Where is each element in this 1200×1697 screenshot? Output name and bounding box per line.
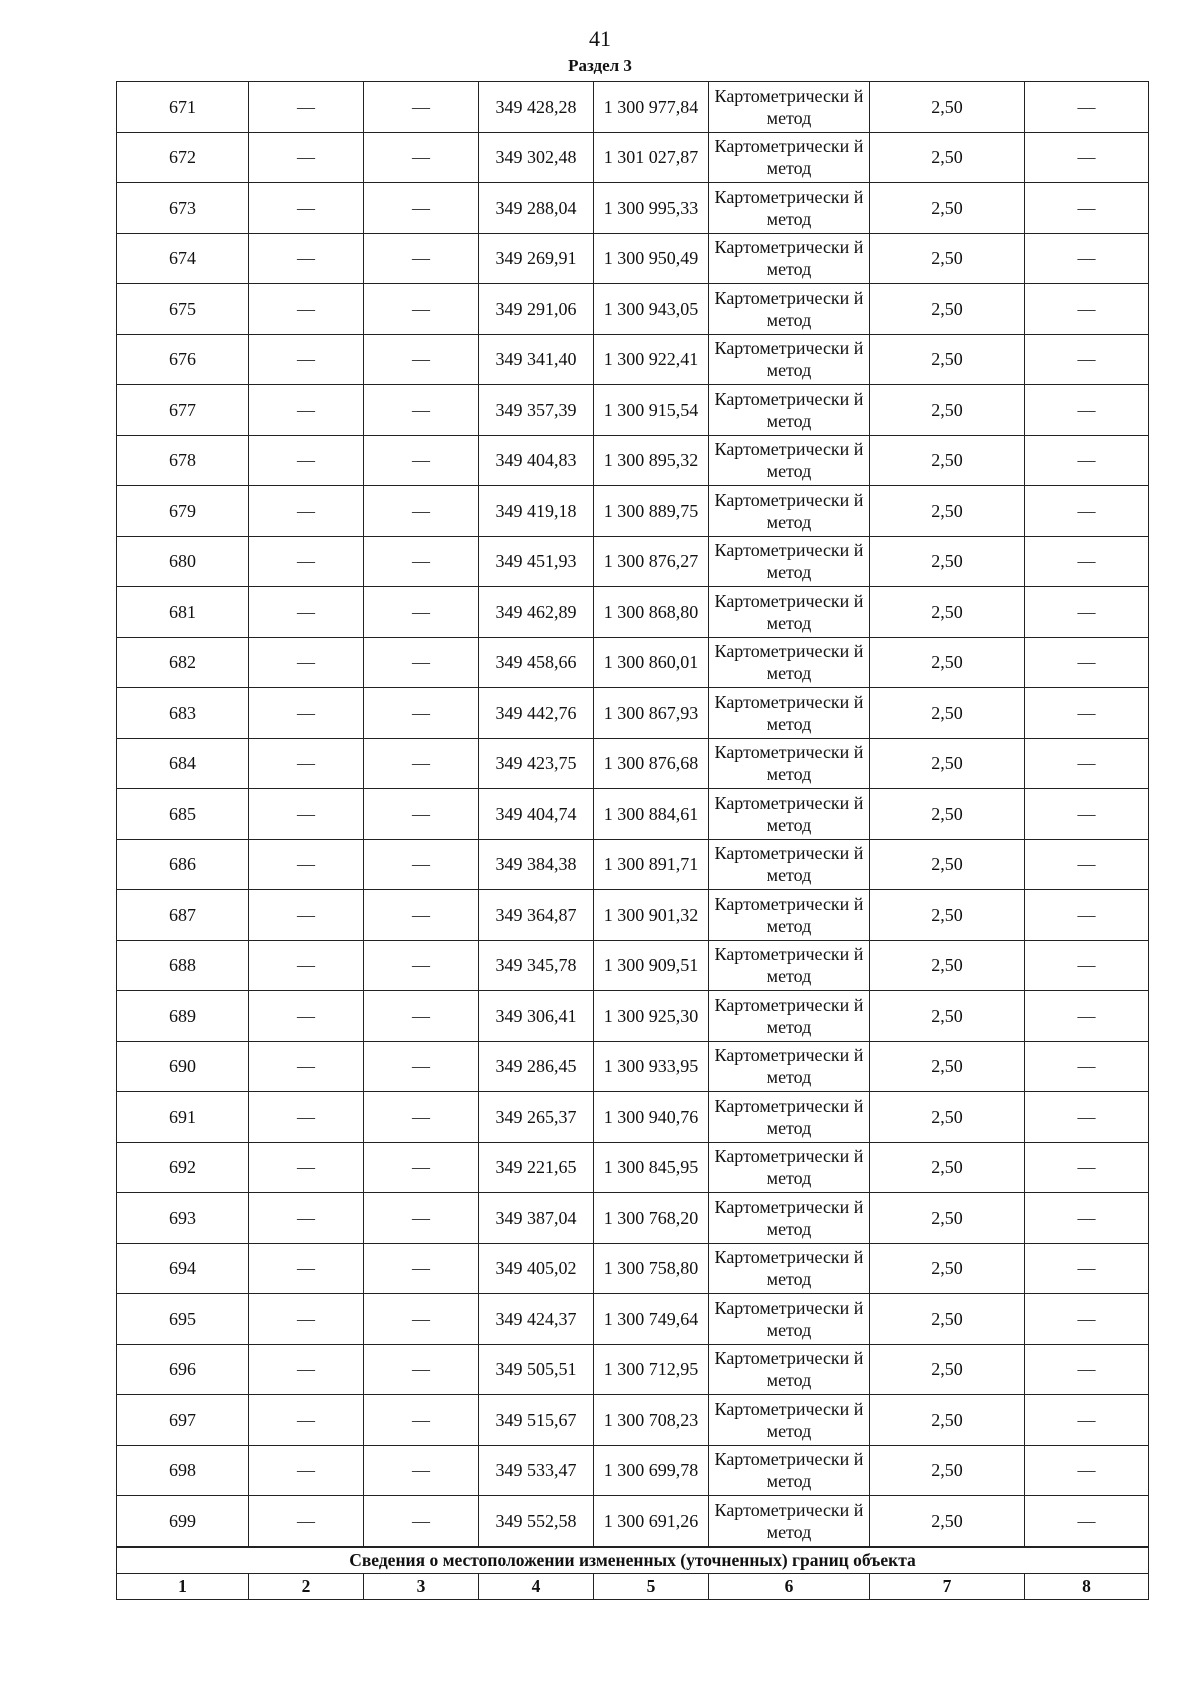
table-row xyxy=(117,435,1149,486)
point-number-cell: 682 xyxy=(117,637,249,688)
dash-cell: — xyxy=(364,1294,479,1345)
point-number-cell: 683 xyxy=(117,688,249,739)
coordinate-y-cell: 1 300 708,23 xyxy=(594,1395,709,1446)
accuracy-cell: 2,50 xyxy=(870,1092,1025,1143)
point-number-cell: 697 xyxy=(117,1395,249,1446)
table-row xyxy=(117,1496,1149,1547)
dash-cell: — xyxy=(364,82,479,133)
table-row xyxy=(117,1092,1149,1143)
dash-cell: — xyxy=(249,435,364,486)
accuracy-cell: 2,50 xyxy=(870,991,1025,1042)
point-number-cell: 680 xyxy=(117,536,249,587)
table-row xyxy=(117,587,1149,638)
dash-cell: — xyxy=(1025,1041,1149,1092)
point-number-cell: 698 xyxy=(117,1445,249,1496)
accuracy-cell: 2,50 xyxy=(870,890,1025,941)
accuracy-cell: 2,50 xyxy=(870,1496,1025,1547)
section-title: Раздел 3 xyxy=(568,56,632,75)
table-row xyxy=(117,284,1149,335)
dash-cell: — xyxy=(364,940,479,991)
dash-cell: — xyxy=(249,688,364,739)
table-row xyxy=(117,1041,1149,1092)
coordinate-y-cell: 1 300 845,95 xyxy=(594,1142,709,1193)
coordinate-x-cell: 349 458,66 xyxy=(479,637,594,688)
accuracy-cell: 2,50 xyxy=(870,789,1025,840)
dash-cell: — xyxy=(1025,587,1149,638)
method-cell: Картометрически й метод xyxy=(709,688,870,739)
dash-cell: — xyxy=(1025,536,1149,587)
method-cell: Картометрически й метод xyxy=(709,1395,870,1446)
accuracy-cell: 2,50 xyxy=(870,536,1025,587)
table-row xyxy=(117,82,1149,133)
dash-cell: — xyxy=(364,1243,479,1294)
table-row xyxy=(117,385,1149,436)
column-number: 5 xyxy=(594,1573,709,1599)
column-number-row xyxy=(117,1573,1149,1599)
dash-cell: — xyxy=(1025,435,1149,486)
table-row xyxy=(117,890,1149,941)
method-cell: Картометрически й метод xyxy=(709,587,870,638)
method-cell: Картометрически й метод xyxy=(709,1344,870,1395)
method-cell: Картометрически й метод xyxy=(709,1496,870,1547)
coordinate-y-cell: 1 300 884,61 xyxy=(594,789,709,840)
dash-cell: — xyxy=(364,1142,479,1193)
method-cell: Картометрически й метод xyxy=(709,738,870,789)
method-cell: Картометрически й метод xyxy=(709,334,870,385)
table-row xyxy=(117,486,1149,537)
coordinate-x-cell: 349 424,37 xyxy=(479,1294,594,1345)
dash-cell: — xyxy=(1025,890,1149,941)
accuracy-cell: 2,50 xyxy=(870,1294,1025,1345)
coordinate-y-cell: 1 300 943,05 xyxy=(594,284,709,335)
coordinate-x-cell: 349 345,78 xyxy=(479,940,594,991)
method-cell: Картометрически й метод xyxy=(709,536,870,587)
coordinate-x-cell: 349 442,76 xyxy=(479,688,594,739)
table-row xyxy=(117,183,1149,234)
accuracy-cell: 2,50 xyxy=(870,435,1025,486)
accuracy-cell: 2,50 xyxy=(870,940,1025,991)
table-row xyxy=(117,132,1149,183)
coordinate-y-cell: 1 301 027,87 xyxy=(594,132,709,183)
dash-cell: — xyxy=(1025,1445,1149,1496)
accuracy-cell: 2,50 xyxy=(870,839,1025,890)
point-number-cell: 688 xyxy=(117,940,249,991)
table-body xyxy=(117,82,1149,1600)
dash-cell: — xyxy=(249,637,364,688)
table-row xyxy=(117,789,1149,840)
coordinate-y-cell: 1 300 891,71 xyxy=(594,839,709,890)
point-number-cell: 694 xyxy=(117,1243,249,1294)
dash-cell: — xyxy=(1025,991,1149,1042)
dash-cell: — xyxy=(249,1193,364,1244)
accuracy-cell: 2,50 xyxy=(870,688,1025,739)
coordinate-y-cell: 1 300 995,33 xyxy=(594,183,709,234)
accuracy-cell: 2,50 xyxy=(870,233,1025,284)
coordinate-x-cell: 349 286,45 xyxy=(479,1041,594,1092)
accuracy-cell: 2,50 xyxy=(870,738,1025,789)
table-row xyxy=(117,1193,1149,1244)
accuracy-cell: 2,50 xyxy=(870,132,1025,183)
coordinate-x-cell: 349 387,04 xyxy=(479,1193,594,1244)
coordinate-y-cell: 1 300 925,30 xyxy=(594,991,709,1042)
coordinate-y-cell: 1 300 889,75 xyxy=(594,486,709,537)
point-number-cell: 690 xyxy=(117,1041,249,1092)
page-number: 41 xyxy=(589,26,611,51)
dash-cell: — xyxy=(364,1395,479,1446)
accuracy-cell: 2,50 xyxy=(870,183,1025,234)
point-number-cell: 696 xyxy=(117,1344,249,1395)
accuracy-cell: 2,50 xyxy=(870,1041,1025,1092)
dash-cell: — xyxy=(249,1041,364,1092)
dash-cell: — xyxy=(1025,486,1149,537)
method-cell: Картометрически й метод xyxy=(709,940,870,991)
point-number-cell: 674 xyxy=(117,233,249,284)
dash-cell: — xyxy=(364,334,479,385)
point-number-cell: 672 xyxy=(117,132,249,183)
column-number: 6 xyxy=(709,1573,870,1599)
table-row xyxy=(117,233,1149,284)
dash-cell: — xyxy=(249,1142,364,1193)
dash-cell: — xyxy=(1025,1344,1149,1395)
dash-cell: — xyxy=(249,284,364,335)
method-cell: Картометрически й метод xyxy=(709,1041,870,1092)
dash-cell: — xyxy=(1025,183,1149,234)
method-cell: Картометрически й метод xyxy=(709,183,870,234)
point-number-cell: 678 xyxy=(117,435,249,486)
dash-cell: — xyxy=(364,183,479,234)
coordinate-y-cell: 1 300 768,20 xyxy=(594,1193,709,1244)
method-cell: Картометрически й метод xyxy=(709,991,870,1042)
coordinate-y-cell: 1 300 691,26 xyxy=(594,1496,709,1547)
point-number-cell: 671 xyxy=(117,82,249,133)
dash-cell: — xyxy=(1025,1092,1149,1143)
dash-cell: — xyxy=(249,991,364,1042)
method-cell: Картометрически й метод xyxy=(709,132,870,183)
accuracy-cell: 2,50 xyxy=(870,1395,1025,1446)
coordinate-x-cell: 349 404,83 xyxy=(479,435,594,486)
dash-cell: — xyxy=(364,385,479,436)
dash-cell: — xyxy=(249,82,364,133)
table-row xyxy=(117,1243,1149,1294)
accuracy-cell: 2,50 xyxy=(870,82,1025,133)
point-number-cell: 684 xyxy=(117,738,249,789)
dash-cell: — xyxy=(364,1344,479,1395)
dash-cell: — xyxy=(249,132,364,183)
point-number-cell: 676 xyxy=(117,334,249,385)
dash-cell: — xyxy=(249,1445,364,1496)
accuracy-cell: 2,50 xyxy=(870,1243,1025,1294)
dash-cell: — xyxy=(364,637,479,688)
coordinate-y-cell: 1 300 749,64 xyxy=(594,1294,709,1345)
coordinate-y-cell: 1 300 758,80 xyxy=(594,1243,709,1294)
dash-cell: — xyxy=(364,1092,479,1143)
point-number-cell: 677 xyxy=(117,385,249,436)
coordinate-x-cell: 349 462,89 xyxy=(479,587,594,638)
point-number-cell: 695 xyxy=(117,1294,249,1345)
coordinate-y-cell: 1 300 876,27 xyxy=(594,536,709,587)
dash-cell: — xyxy=(364,1496,479,1547)
dash-cell: — xyxy=(1025,1294,1149,1345)
coordinate-x-cell: 349 552,58 xyxy=(479,1496,594,1547)
dash-cell: — xyxy=(364,1445,479,1496)
dash-cell: — xyxy=(249,1496,364,1547)
dash-cell: — xyxy=(364,688,479,739)
point-number-cell: 675 xyxy=(117,284,249,335)
method-cell: Картометрически й метод xyxy=(709,1445,870,1496)
coordinate-y-cell: 1 300 950,49 xyxy=(594,233,709,284)
coordinate-x-cell: 349 364,87 xyxy=(479,890,594,941)
coordinate-x-cell: 349 269,91 xyxy=(479,233,594,284)
coordinate-y-cell: 1 300 901,32 xyxy=(594,890,709,941)
dash-cell: — xyxy=(364,839,479,890)
dash-cell: — xyxy=(364,435,479,486)
coordinate-x-cell: 349 451,93 xyxy=(479,536,594,587)
dash-cell: — xyxy=(1025,839,1149,890)
dash-cell: — xyxy=(1025,1243,1149,1294)
point-number-cell: 686 xyxy=(117,839,249,890)
dash-cell: — xyxy=(249,1243,364,1294)
method-cell: Картометрически й метод xyxy=(709,637,870,688)
dash-cell: — xyxy=(364,738,479,789)
table-row xyxy=(117,1395,1149,1446)
accuracy-cell: 2,50 xyxy=(870,1445,1025,1496)
method-cell: Картометрически й метод xyxy=(709,789,870,840)
coordinate-x-cell: 349 265,37 xyxy=(479,1092,594,1143)
dash-cell: — xyxy=(249,940,364,991)
dash-cell: — xyxy=(364,1193,479,1244)
dash-cell: — xyxy=(364,536,479,587)
coordinate-x-cell: 349 341,40 xyxy=(479,334,594,385)
point-number-cell: 699 xyxy=(117,1496,249,1547)
coordinate-x-cell: 349 419,18 xyxy=(479,486,594,537)
dash-cell: — xyxy=(249,334,364,385)
method-cell: Картометрически й метод xyxy=(709,284,870,335)
column-number: 1 xyxy=(117,1573,249,1599)
table-row xyxy=(117,688,1149,739)
point-number-cell: 687 xyxy=(117,890,249,941)
coordinate-y-cell: 1 300 933,95 xyxy=(594,1041,709,1092)
point-number-cell: 691 xyxy=(117,1092,249,1143)
dash-cell: — xyxy=(1025,1193,1149,1244)
dash-cell: — xyxy=(1025,1395,1149,1446)
dash-cell: — xyxy=(364,587,479,638)
point-number-cell: 685 xyxy=(117,789,249,840)
dash-cell: — xyxy=(249,890,364,941)
coordinate-y-cell: 1 300 915,54 xyxy=(594,385,709,436)
dash-cell: — xyxy=(1025,1142,1149,1193)
dash-cell: — xyxy=(1025,738,1149,789)
table-row xyxy=(117,536,1149,587)
table-row xyxy=(117,1294,1149,1345)
coordinate-x-cell: 349 515,67 xyxy=(479,1395,594,1446)
point-number-cell: 679 xyxy=(117,486,249,537)
dash-cell: — xyxy=(249,1344,364,1395)
method-cell: Картометрически й метод xyxy=(709,1142,870,1193)
accuracy-cell: 2,50 xyxy=(870,385,1025,436)
dash-cell: — xyxy=(1025,82,1149,133)
accuracy-cell: 2,50 xyxy=(870,486,1025,537)
coordinate-x-cell: 349 288,04 xyxy=(479,183,594,234)
coordinate-x-cell: 349 405,02 xyxy=(479,1243,594,1294)
coordinate-y-cell: 1 300 712,95 xyxy=(594,1344,709,1395)
dash-cell: — xyxy=(1025,688,1149,739)
accuracy-cell: 2,50 xyxy=(870,1193,1025,1244)
dash-cell: — xyxy=(1025,385,1149,436)
dash-cell: — xyxy=(249,738,364,789)
coordinate-y-cell: 1 300 977,84 xyxy=(594,82,709,133)
column-number: 2 xyxy=(249,1573,364,1599)
table-row xyxy=(117,637,1149,688)
table-row xyxy=(117,1445,1149,1496)
column-number: 7 xyxy=(870,1573,1025,1599)
dash-cell: — xyxy=(249,183,364,234)
coordinate-y-cell: 1 300 940,76 xyxy=(594,1092,709,1143)
dash-cell: — xyxy=(249,1395,364,1446)
footer-title-row xyxy=(117,1547,1149,1574)
dash-cell: — xyxy=(364,1041,479,1092)
table-row xyxy=(117,334,1149,385)
coordinate-x-cell: 349 357,39 xyxy=(479,385,594,436)
method-cell: Картометрически й метод xyxy=(709,839,870,890)
dash-cell: — xyxy=(1025,637,1149,688)
coordinate-y-cell: 1 300 867,93 xyxy=(594,688,709,739)
coordinate-x-cell: 349 404,74 xyxy=(479,789,594,840)
method-cell: Картометрически й метод xyxy=(709,1243,870,1294)
accuracy-cell: 2,50 xyxy=(870,1344,1025,1395)
coordinate-x-cell: 349 306,41 xyxy=(479,991,594,1042)
coordinate-y-cell: 1 300 699,78 xyxy=(594,1445,709,1496)
method-cell: Картометрически й метод xyxy=(709,1193,870,1244)
dash-cell: — xyxy=(249,839,364,890)
method-cell: Картометрически й метод xyxy=(709,435,870,486)
method-cell: Картометрически й метод xyxy=(709,1092,870,1143)
table-row xyxy=(117,1142,1149,1193)
table-row xyxy=(117,991,1149,1042)
dash-cell: — xyxy=(249,1294,364,1345)
dash-cell: — xyxy=(249,486,364,537)
dash-cell: — xyxy=(364,789,479,840)
coordinate-x-cell: 349 423,75 xyxy=(479,738,594,789)
dash-cell: — xyxy=(1025,284,1149,335)
method-cell: Картометрически й метод xyxy=(709,1294,870,1345)
dash-cell: — xyxy=(364,890,479,941)
dash-cell: — xyxy=(364,991,479,1042)
coordinate-x-cell: 349 428,28 xyxy=(479,82,594,133)
point-number-cell: 692 xyxy=(117,1142,249,1193)
point-number-cell: 673 xyxy=(117,183,249,234)
dash-cell: — xyxy=(249,233,364,284)
dash-cell: — xyxy=(249,1092,364,1143)
table-row xyxy=(117,1344,1149,1395)
coordinate-y-cell: 1 300 876,68 xyxy=(594,738,709,789)
method-cell: Картометрически й метод xyxy=(709,385,870,436)
dash-cell: — xyxy=(249,536,364,587)
accuracy-cell: 2,50 xyxy=(870,1142,1025,1193)
dash-cell: — xyxy=(1025,233,1149,284)
footer-title: Сведения о местоположении измененных (уточненных) границ объекта xyxy=(117,1547,1149,1574)
dash-cell: — xyxy=(364,233,479,284)
coordinate-x-cell: 349 384,38 xyxy=(479,839,594,890)
point-number-cell: 681 xyxy=(117,587,249,638)
dash-cell: — xyxy=(364,284,479,335)
method-cell: Картометрически й метод xyxy=(709,486,870,537)
accuracy-cell: 2,50 xyxy=(870,637,1025,688)
coordinate-x-cell: 349 505,51 xyxy=(479,1344,594,1395)
method-cell: Картометрически й метод xyxy=(709,233,870,284)
table-row xyxy=(117,738,1149,789)
dash-cell: — xyxy=(364,486,479,537)
coordinate-y-cell: 1 300 868,80 xyxy=(594,587,709,638)
coordinate-x-cell: 349 533,47 xyxy=(479,1445,594,1496)
dash-cell: — xyxy=(364,132,479,183)
dash-cell: — xyxy=(1025,789,1149,840)
accuracy-cell: 2,50 xyxy=(870,334,1025,385)
dash-cell: — xyxy=(1025,1496,1149,1547)
dash-cell: — xyxy=(249,385,364,436)
method-cell: Картометрически й метод xyxy=(709,890,870,941)
dash-cell: — xyxy=(249,587,364,638)
method-cell: Картометрически й метод xyxy=(709,82,870,133)
accuracy-cell: 2,50 xyxy=(870,587,1025,638)
column-number: 4 xyxy=(479,1573,594,1599)
point-number-cell: 689 xyxy=(117,991,249,1042)
coordinate-y-cell: 1 300 860,01 xyxy=(594,637,709,688)
coordinate-y-cell: 1 300 895,32 xyxy=(594,435,709,486)
coordinate-x-cell: 349 221,65 xyxy=(479,1142,594,1193)
coordinate-x-cell: 349 302,48 xyxy=(479,132,594,183)
coordinate-x-cell: 349 291,06 xyxy=(479,284,594,335)
coordinate-y-cell: 1 300 909,51 xyxy=(594,940,709,991)
table-row xyxy=(117,839,1149,890)
accuracy-cell: 2,50 xyxy=(870,284,1025,335)
dash-cell: — xyxy=(1025,132,1149,183)
column-number: 8 xyxy=(1025,1573,1149,1599)
table-row xyxy=(117,940,1149,991)
point-number-cell: 693 xyxy=(117,1193,249,1244)
column-number: 3 xyxy=(364,1573,479,1599)
dash-cell: — xyxy=(1025,334,1149,385)
coordinate-y-cell: 1 300 922,41 xyxy=(594,334,709,385)
coordinates-table xyxy=(116,81,1149,1600)
dash-cell: — xyxy=(1025,940,1149,991)
dash-cell: — xyxy=(249,789,364,840)
